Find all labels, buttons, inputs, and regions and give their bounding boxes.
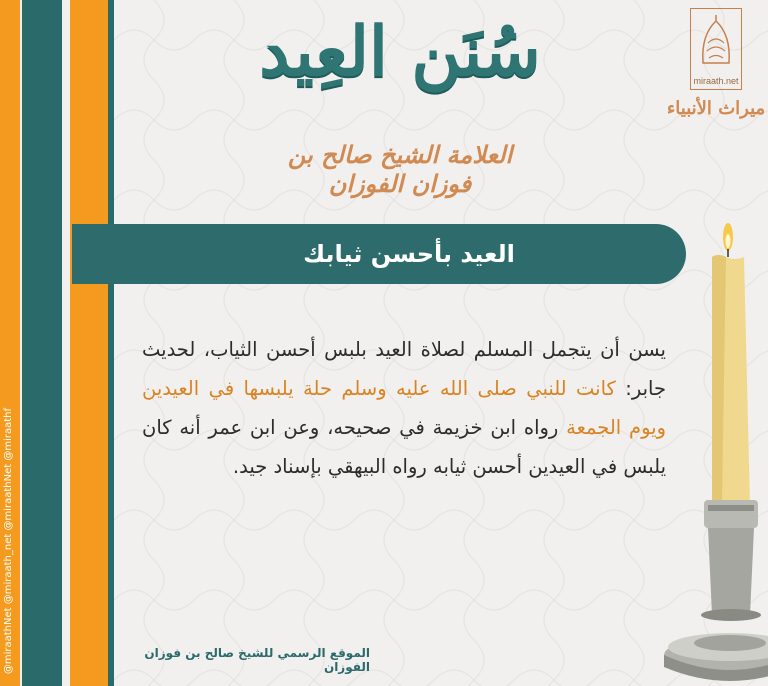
logo-site-text: miraath.net	[693, 76, 739, 86]
section-header-bar	[72, 224, 686, 284]
page-title: سُنَن العِيد	[259, 12, 541, 92]
dome-calligraphy-icon	[695, 13, 737, 65]
left-orange-stripe-2	[70, 0, 108, 686]
body-paragraph	[142, 330, 666, 486]
body-text-part2: رواه ابن خزيمة في صحيحه، وعن ابن عمر أنه كان يلبس في العيدين أحسن ثيابه رواه البيهقي بإسناد جيد.	[142, 416, 666, 478]
logo-name: ميراث الأنبياء	[666, 98, 766, 119]
candle-illustration	[660, 215, 768, 686]
page-subtitle: العلامة الشيخ صالح بن فوزان الفوزان	[287, 140, 513, 198]
hadith-text: كانت للنبي صلى الله عليه وسلم حلة يلبسها في العيدين ويوم الجمعة	[142, 377, 666, 439]
section-title: العيد بأحسن ثيابك	[303, 240, 515, 268]
social-handles: @miraathNet @miraath_net @miraathNet @miraathf	[2, 407, 14, 674]
footer-credit: الموقع الرسمي للشيخ صالح بن فوزان الفوزان	[144, 646, 370, 674]
left-white-stripe	[62, 0, 70, 686]
left-teal-stripe	[22, 0, 62, 686]
body-text-part1: يسن أن يتجمل المسلم لصلاة العيد بلبس أحسن الثياب، لحديث جابر:	[142, 338, 667, 400]
site-logo	[690, 8, 742, 90]
